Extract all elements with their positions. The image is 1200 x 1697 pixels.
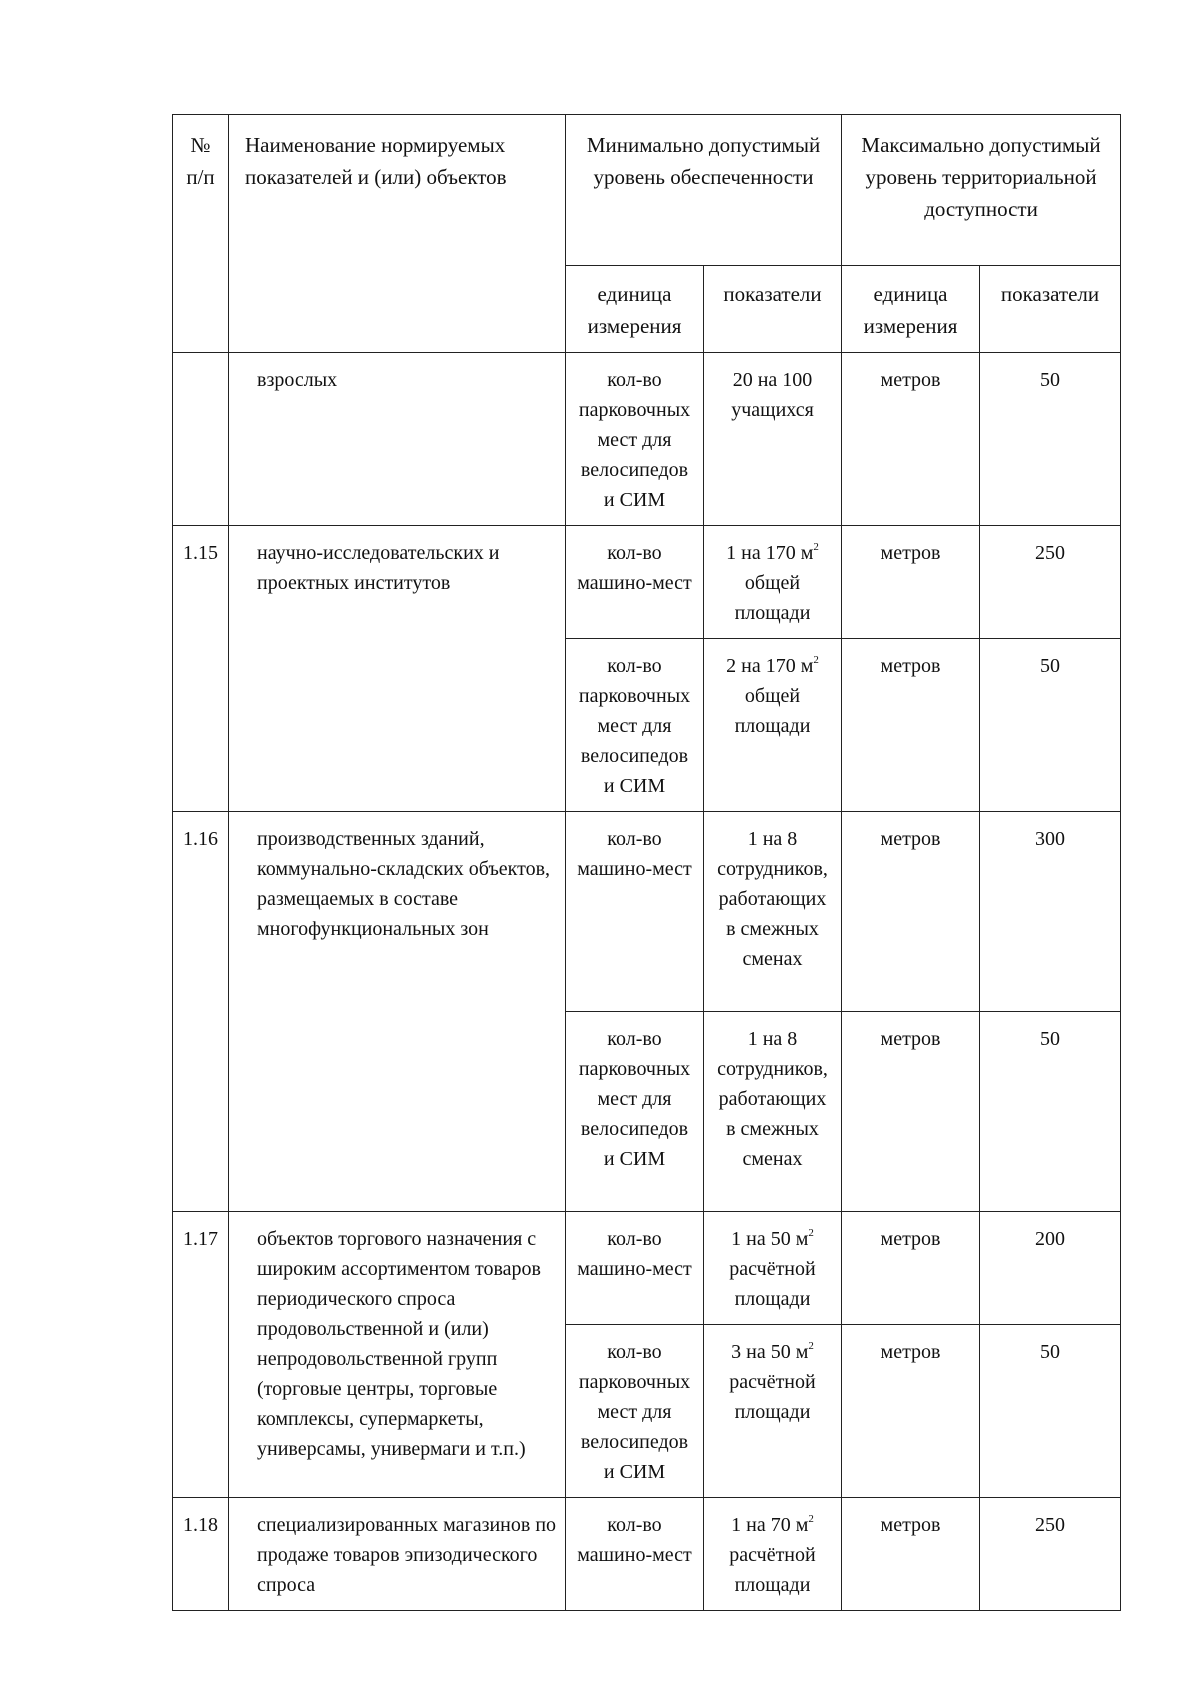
row-name: взрослых [229, 353, 566, 526]
row-min-value: 2 на 170 $м^2$ общей площади [704, 639, 842, 812]
header-min-level: Минимально допустимый уровень обеспеченности [566, 115, 842, 266]
row-max-value: 50 [980, 639, 1121, 812]
row-min-value: 1 на 70 $м^2$ расчётной площади [704, 1498, 842, 1611]
row-min-unit: кол-во машино-мест [566, 812, 704, 1012]
row-number [173, 353, 229, 526]
row-number: 1.15 [173, 526, 229, 812]
table-row [173, 526, 1121, 639]
row-max-value: 300 [980, 812, 1121, 1012]
row-name: научно-исследовательских и проектных институтов [229, 526, 566, 812]
row-min-unit: кол-во парковочных мест для велосипедов и СИМ [566, 1325, 704, 1498]
header-max-value: показатели [980, 266, 1121, 353]
table-row [173, 1212, 1121, 1325]
table-row [173, 1498, 1121, 1611]
row-min-value: 1 на 170 $м^2$ общей площади [704, 526, 842, 639]
row-max-value: 250 [980, 1498, 1121, 1611]
row-max-unit: метров [842, 1325, 980, 1498]
row-min-value: 1 на 8 сотрудников, работающих в смежных сменах [704, 1012, 842, 1212]
norms-table [172, 114, 1121, 1611]
row-min-unit: кол-во машино-мест [566, 1498, 704, 1611]
row-min-value: 1 на 50 $м^2$ расчётной площади [704, 1212, 842, 1325]
row-min-unit: кол-во машино-мест [566, 1212, 704, 1325]
header-number: № п/п [173, 115, 229, 353]
header-min-unit: единица измерения [566, 266, 704, 353]
row-min-value: 1 на 8 сотрудников, работающих в смежных сменах [704, 812, 842, 1012]
row-number: 1.17 [173, 1212, 229, 1498]
header-name: Наименование нормируемых показателей и (или) объектов [229, 115, 566, 353]
row-min-unit: кол-во парковочных мест для велосипедов и СИМ [566, 353, 704, 526]
table-row [173, 353, 1121, 526]
row-min-unit: кол-во парковочных мест для велосипедов и СИМ [566, 639, 704, 812]
table-row [173, 812, 1121, 1012]
row-name: производственных зданий, коммунально-складских объектов, размещаемых в составе многофункциональных зон [229, 812, 566, 1212]
row-max-unit: метров [842, 526, 980, 639]
row-max-unit: метров [842, 1498, 980, 1611]
row-name: специализированных магазинов по продаже товаров эпизодического спроса [229, 1498, 566, 1611]
row-max-value: 50 [980, 1012, 1121, 1212]
row-max-unit: метров [842, 1012, 980, 1212]
row-max-unit: метров [842, 1212, 980, 1325]
row-number: 1.18 [173, 1498, 229, 1611]
row-max-value: 50 [980, 353, 1121, 526]
row-min-value: 20 на 100 учащихся [704, 353, 842, 526]
row-min-unit: кол-во парковочных мест для велосипедов и СИМ [566, 1012, 704, 1212]
row-min-unit: кол-во машино-мест [566, 526, 704, 639]
row-max-value: 200 [980, 1212, 1121, 1325]
header-max-level: Максимально допустимый уровень территориальной доступности [842, 115, 1121, 266]
row-max-value: 250 [980, 526, 1121, 639]
row-max-unit: метров [842, 353, 980, 526]
row-max-unit: метров [842, 812, 980, 1012]
row-max-value: 50 [980, 1325, 1121, 1498]
header-max-unit: единица измерения [842, 266, 980, 353]
row-min-value: 3 на 50 $м^2$ расчётной площади [704, 1325, 842, 1498]
row-number: 1.16 [173, 812, 229, 1212]
row-name: объектов торгового назначения с широким ассортиментом товаров периодического спроса продовольственной и (или) непродовольственной групп (торговые центры, торговые комплексы, супермаркеты, универсамы, универмаги и т.п.) [229, 1212, 566, 1498]
row-max-unit: метров [842, 639, 980, 812]
header-min-value: показатели [704, 266, 842, 353]
